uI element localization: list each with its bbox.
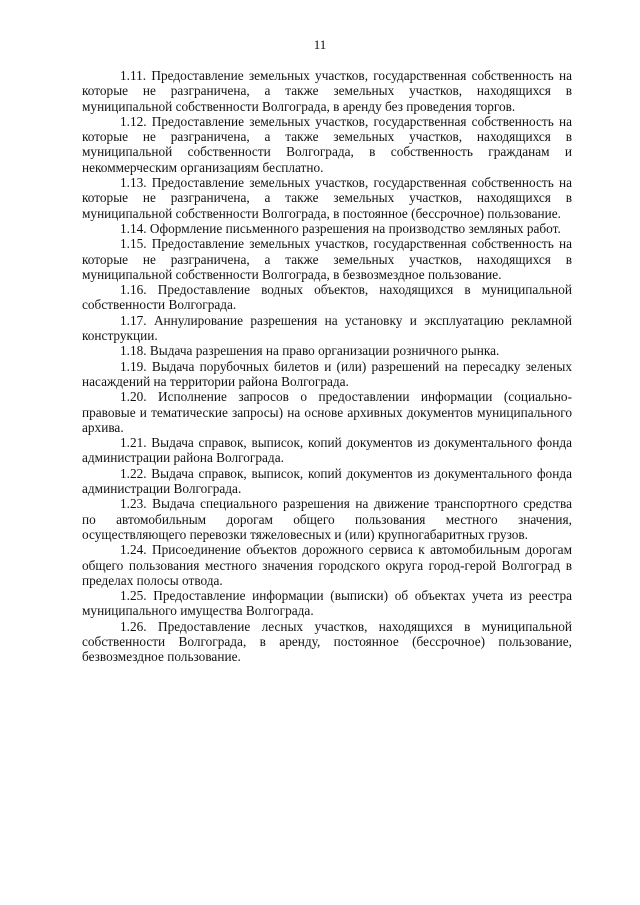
list-item-1-20: 1.20. Исполнение запросов о предоставлении информации (социально-правовые и тематические запросы) на основе архивных документов муниципального архива. (82, 389, 572, 435)
list-item-1-19: 1.19. Выдача порубочных билетов и (или) разрешений на пересадку зеленых насаждений на территории района Волгограда. (82, 358, 572, 389)
list-item-1-25: 1.25. Предоставление информации (выписки) об объектах учета из реестра муниципального имущества Волгограда. (82, 588, 572, 619)
list-item-1-18: 1.18. Выдача разрешения на право организации розничного рынка. (120, 343, 500, 359)
list-item-1-21: 1.21. Выдача справок, выписок, копий документов из документального фонда администрации района Волгограда. (82, 435, 572, 466)
list-item-1-16: 1.16. Предоставление водных объектов, находящихся в муниципальной собственности Волгограда. (82, 282, 572, 313)
list-item-1-26: 1.26. Предоставление лесных участков, находящихся в муниципальной собственности Волгограда, в аренду, постоянное (бессрочное) пользование, безвозмездное пользование. (82, 618, 572, 665)
page-number: 11 (313, 37, 327, 52)
list-item-1-13: 1.13. Предоставление земельных участков, государственная собственность на которые не разграничена, а также земельных участков, находящихся в муниципальной собственности Волгограда, в постоянное (бессрочное) пользование. (82, 175, 572, 221)
document-body (82, 68, 572, 665)
list-item-1-11: 1.11. Предоставление земельных участков, государственная собственность на которые не разграничена, а также земельных участков, находящихся в муниципальной собственности Волгограда, в аренду без проведения торгов. (82, 68, 572, 114)
list-item-1-23: 1.23. Выдача специального разрешения на движение транспортного средства по автомобильным дорогам общего пользования местного значения, осуществляющего перевозки тяжеловесных и (или) крупногабаритных грузов. (82, 496, 572, 542)
list-item-1-17: 1.17. Аннулирование разрешения на установку и эксплуатацию рекламной конструкции. (82, 312, 572, 344)
list-item-1-22: 1.22. Выдача справок, выписок, копий документов из документального фонда администрации Волгограда. (82, 465, 572, 497)
list-item-1-14: 1.14. Оформление письменного разрешения на производство земляных работ. (120, 220, 561, 236)
list-item-1-24: 1.24. Присоединение объектов дорожного сервиса к автомобильным дорогам общего пользования местного значения городского округа город-герой Волгоград в пределах полосы отвода. (82, 542, 572, 588)
list-item-1-15: 1.15. Предоставление земельных участков, государственная собственность на которые не разграничена, а также земельных участков, находящихся в муниципальной собственности Волгограда, в безвозмездное пользование. (82, 236, 572, 282)
list-item-1-12: 1.12. Предоставление земельных участков, государственная собственность на которые не разграничена, а также земельных участков, находящихся в муниципальной собственности Волгограда, в собственность гражданам и некоммерческим организациям бесплатно. (82, 113, 572, 175)
